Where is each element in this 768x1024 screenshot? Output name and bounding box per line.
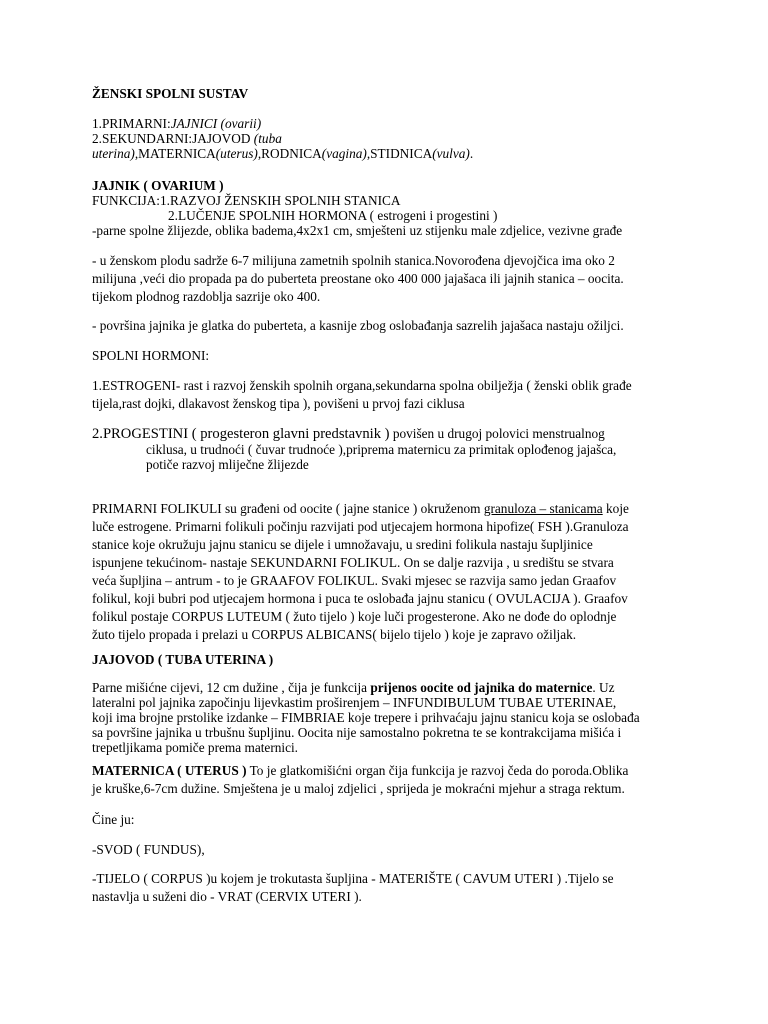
- paragraph-line: [92, 500, 629, 518]
- paragraph-line: koji ima brojne prstolike izdanke – FIMBRIAE koje trepere i prihvaćaju jajnu stanicu koja se oslobađa: [92, 710, 640, 725]
- paragraph-line: sa površine jajnika u trbušnu šupljinu. Oocita nije samostalno pokretna te se kontrakcijama mišića i: [92, 725, 622, 740]
- folikuli-text: koje: [602, 501, 629, 516]
- list-text: .: [469, 146, 474, 161]
- paragraph-line: je kruške,6-7cm dužine. Smještena je u maloj zdjelici , sprijeda je mokraćni mjehur a straga rektum.: [92, 781, 625, 796]
- paragraph-line: ciklusa, u trudnoći ( čuvar trudnoće ),priprema maternicu za primitak oplođenog jajašca,: [146, 442, 617, 457]
- list-item-primary: [92, 116, 473, 131]
- paragraph-line: luče estrogene. Primarni folikuli počinju razvijati pod utjecajem hormona hipofize( FSH ).Granuloza: [92, 519, 629, 534]
- paragraph-line: 1.ESTROGENI- rast i razvoj ženskih spolnih organa,sekundarna spolna obilježja ( ženski oblik građe: [92, 378, 632, 393]
- folikuli-underlined: granuloza – stanicama: [483, 501, 603, 516]
- folikuli-paragraph: [92, 500, 629, 644]
- tijelo-paragraph: [92, 870, 614, 906]
- list-text: ,STIDNICA: [366, 146, 433, 161]
- list-text: (vulva): [432, 146, 470, 161]
- paragraph-line: [92, 426, 616, 442]
- list-text: (vagina): [321, 146, 367, 161]
- list-text: 1.PRIMARNI:: [92, 116, 171, 131]
- jajnik-section: [92, 178, 622, 238]
- paragraph-line: [92, 762, 628, 780]
- jajovod-bold: prijenos oocite od jajnika do maternice: [370, 680, 593, 695]
- cine-ju: Čine ju:: [92, 812, 135, 827]
- jajovod-paragraph: [92, 680, 640, 755]
- paragraph-line: ispunjene tekućinom- nastaje SEKUNDARNI FOLIKUL. On se dalje razvija , u središtu se stvara: [92, 555, 614, 570]
- document-title: ŽENSKI SPOLNI SUSTAV: [92, 86, 249, 101]
- list-text: (uterus): [215, 146, 258, 161]
- progestini-title: 2.PROGESTINI ( progesteron glavni predstavnik ): [92, 426, 390, 442]
- jajovod-text: . Uz: [592, 680, 615, 695]
- paragraph-line: -TIJELO ( CORPUS )u kojem je trokutasta šupljina - MATERIŠTE ( CAVUM UTERI ) .Tijelo se: [92, 871, 614, 886]
- paragraph-line: veća šupljina – antrum - to je GRAAFOV FOLIKUL. Svaki mjesec se razvija samo jedan Graafov: [92, 573, 617, 588]
- list-text: ,RODNICA: [257, 146, 322, 161]
- paragraph-line: trepetljikama pomiče prema maternici.: [92, 740, 299, 755]
- list-text: (tuba: [253, 131, 282, 146]
- estrogeni-paragraph: [92, 377, 632, 413]
- paragraph-line: [92, 680, 640, 695]
- organ-list: [92, 116, 473, 161]
- paragraph-line: lateralni pol jajnika započinju lijevkastim proširenjem – INFUNDIBULUM TUBAE UTERINAE,: [92, 695, 617, 710]
- function-line: 2.LUČENJE SPOLNIH HORMONA ( estrogeni i progestini ): [168, 208, 498, 223]
- hormoni-heading: SPOLNI HORMONI:: [92, 348, 210, 363]
- section-heading: MATERNICA ( UTERUS ): [92, 763, 247, 778]
- paragraph-line: folikul postaje CORPUS LUTEUM ( žuto tijelo ) koje luči progesterone. Ako ne dođe do oplodnje: [92, 609, 617, 624]
- function-line: FUNKCIJA:1.RAZVOJ ŽENSKIH SPOLNIH STANICA: [92, 193, 401, 208]
- paragraph-line: žuto tijelo propada i prelazi u CORPUS ALBICANS( bijelo tijelo ) koje je zapravo ožiljak.: [92, 627, 577, 642]
- progestini-text: povišen u drugoj polovici menstrualnog: [389, 426, 605, 441]
- progestini-paragraph: [92, 426, 616, 472]
- paragraph-line: -parne spolne žlijezde, oblika badema,4x2x1 cm, smješteni uz stijenku male zdjelice, vezivne građe: [92, 223, 623, 238]
- paragraph-line: tijela,rast dojki, dlakavost ženskog tipa ), povišeni u prvoj fazi ciklusa: [92, 396, 465, 411]
- paragraph-line: - u ženskom plodu sadrže 6-7 milijuna zametnih spolnih stanica.Novorođena djevojčica ima oko 2: [92, 253, 615, 268]
- list-item-secondary: [92, 131, 473, 146]
- paragraph-line: milijuna ,veći dio propada pa do puberteta preostane oko 400 000 jajašaca ili jajnih stanica – oocita.: [92, 271, 624, 286]
- maternica-text: To je glatkomišićni organ čija funkcija je razvoj čeda do poroda.Oblika: [246, 763, 629, 778]
- svod-item: -SVOD ( FUNDUS),: [92, 842, 205, 857]
- plod-paragraph: [92, 252, 624, 306]
- list-text: JAJNICI (ovarii): [170, 116, 262, 131]
- paragraph-line: nastavlja u suženi dio - VRAT (CERVIX UTERI ).: [92, 889, 362, 904]
- section-heading: JAJOVOD ( TUBA UTERINA ): [92, 652, 274, 667]
- paragraph-line: folikul, koji bubri pod utjecajem hormona i puca te oslobađa jajnu stanicu ( OVULACIJA ). Graafov: [92, 591, 628, 606]
- list-text: 2.SEKUNDARNI:JAJOVOD: [92, 131, 254, 146]
- folikuli-text: PRIMARNI FOLIKULI su građeni od oocite ( jajne stanice ) okruženom: [92, 501, 484, 516]
- list-text: uterina): [92, 146, 135, 161]
- paragraph-line: stanice koje okružuju jajnu stanicu se dijele i umnožavaju, u sredini folikula nastaju šupljinice: [92, 537, 593, 552]
- list-text: ,MATERNICA: [134, 146, 216, 161]
- list-item-secondary-cont: [92, 146, 473, 161]
- jajovod-section: [92, 652, 273, 667]
- jajovod-text: Parne mišićne cijevi, 12 cm dužine , čija je funkcija: [92, 680, 371, 695]
- paragraph-line: tijekom plodnog razdoblja sazrije oko 400.: [92, 289, 321, 304]
- paragraph-line: potiče razvoj mliječne žlijezde: [146, 457, 309, 472]
- povrsina-paragraph: - površina jajnika je glatka do puberteta, a kasnije zbog oslobađanja sazrelih jajašaca nastaju ožiljci.: [92, 318, 624, 333]
- section-heading: JAJNIK ( OVARIUM ): [92, 178, 224, 193]
- maternica-paragraph: [92, 762, 628, 798]
